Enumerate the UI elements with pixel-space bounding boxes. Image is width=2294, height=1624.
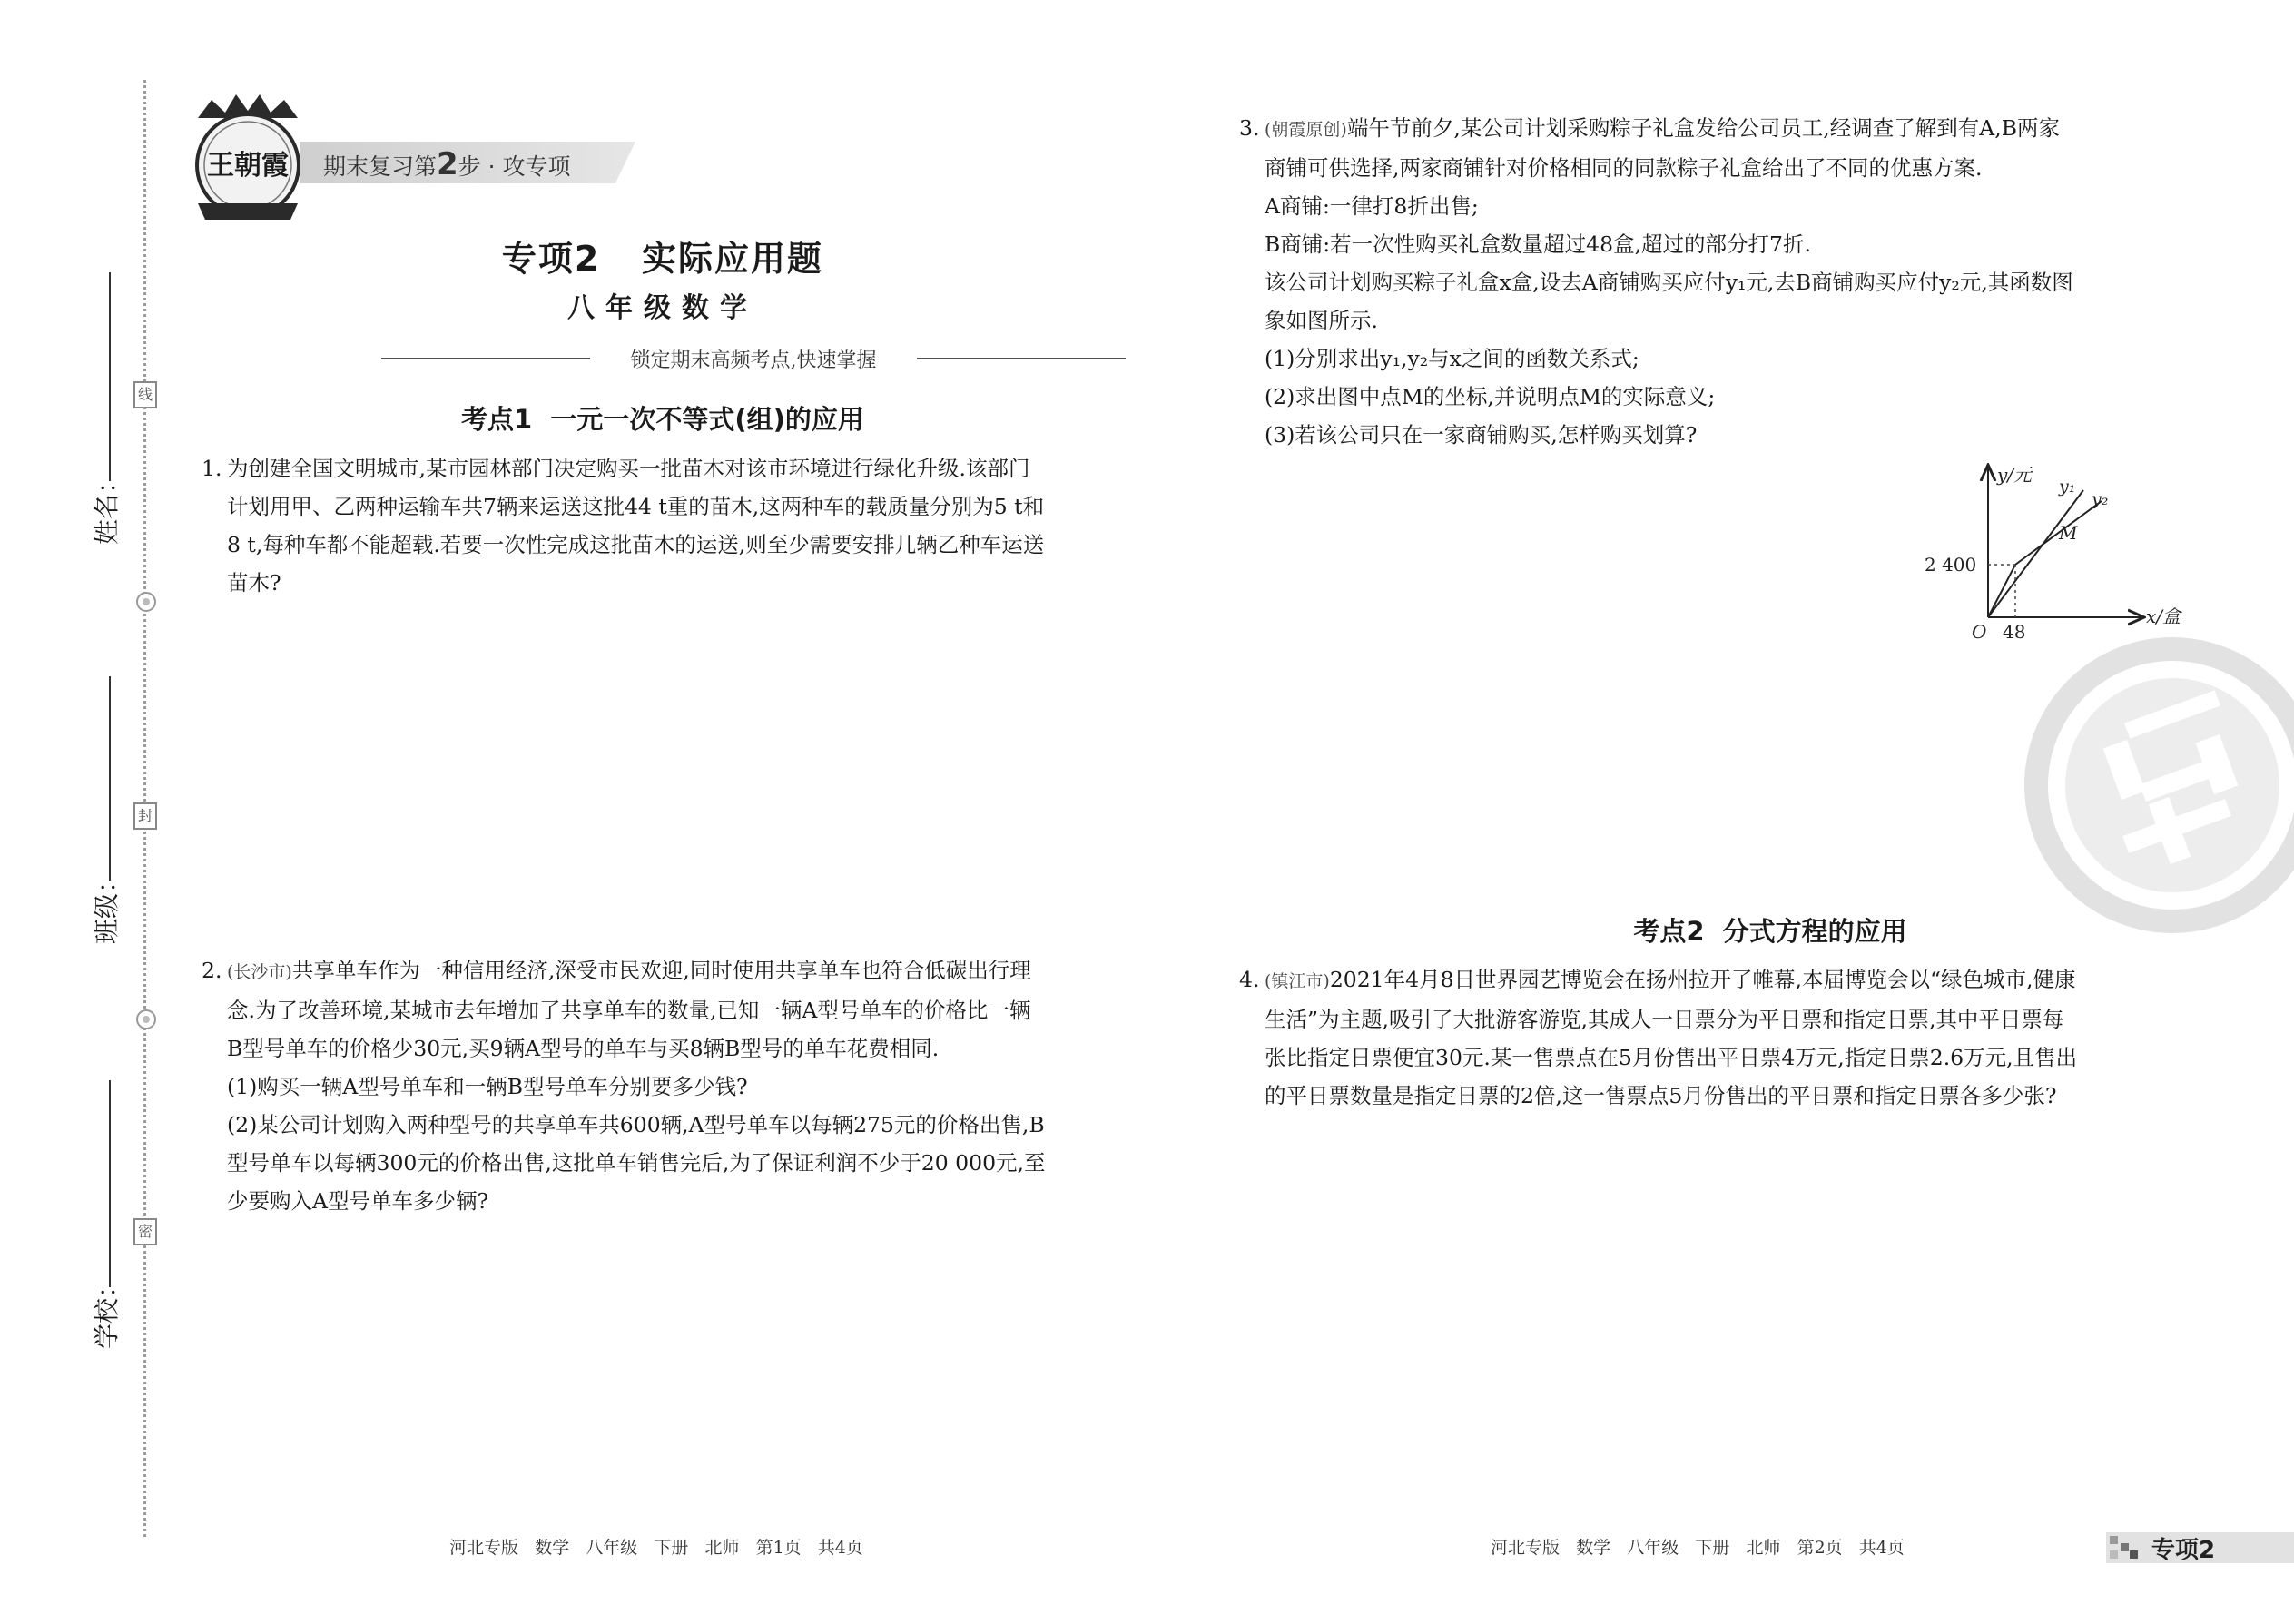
- brand-name: 王朝霞: [207, 150, 289, 182]
- question-line: 的平日票数量是指定日票的2倍,这一售票点5月份售出的平日票和指定日票各多少张?: [1265, 1083, 2057, 1108]
- footer-left: 河北专版 数学 八年级 下册 北师 第1页 共4页: [449, 1538, 863, 1558]
- footer-right: 河北专版 数学 八年级 下册 北师 第2页 共4页: [1491, 1538, 1905, 1558]
- page-title: 专项2 实际应用题: [501, 239, 824, 279]
- question-line: (1)分别求出y₁,y₂与x之间的函数关系式;: [1265, 346, 1639, 371]
- question-line: B商铺:若一次性购买礼盒数量超过48盒,超过的部分打7折.: [1265, 231, 1811, 257]
- question-line: (1)购买一辆A型号单车和一辆B型号单车分别要多少钱?: [227, 1074, 748, 1099]
- question-number: 2.: [202, 958, 222, 983]
- question-source: (镇江市): [1265, 971, 1330, 991]
- question-line: 端午节前夕,某公司计划采购粽子礼盒发给公司员工,经调查了解到有A,B两家: [1346, 115, 2060, 141]
- question-line: 计划用甲、乙两种运输车共7辆来运送这批44 t重的苗木,这两种车的载质量分别为5 t和: [227, 494, 1045, 519]
- question-line: (2)某公司计划购入两种型号的共享单车共600辆,A型号单车以每辆275元的价格出售,B: [227, 1112, 1045, 1137]
- y-tick-label: 2 400: [1925, 554, 1977, 576]
- question-line: (2)求出图中点M的坐标,并说明点M的实际意义;: [1265, 384, 1716, 409]
- question-line: 2021年4月8日世界园艺博览会在扬州拉开了帷幕,本届博览会以“绿色城市,健康: [1329, 967, 2076, 992]
- question-line: 为创建全国文明城市,某市园林部门决定购买一批苗木对该市环境进行绿化升级.该部门: [227, 456, 1030, 481]
- question-line: 商铺可供选择,两家商铺针对价格相同的同款粽子礼盒给出了不同的优惠方案.: [1265, 155, 1983, 181]
- brand-logo: [180, 91, 316, 227]
- y-axis-label: y/元: [1997, 464, 2033, 486]
- tagline-row: [381, 345, 1126, 372]
- banner-text: [323, 146, 571, 182]
- line-y1: [1988, 490, 2083, 617]
- question-number: 1.: [202, 456, 222, 481]
- question-line: 该公司计划购买粽子礼盒x盒,设去A商铺购买应付y₁元,去B商铺购买应付y₂元,其函数图: [1265, 270, 2073, 295]
- point-m-label: M: [2059, 522, 2078, 544]
- question-source: (长沙市): [227, 962, 292, 982]
- question-1: [202, 449, 1155, 602]
- section-title-2: 考点2 分式方程的应用: [1633, 916, 1907, 947]
- question-2: [202, 951, 1155, 1220]
- binding-hole: [136, 592, 156, 612]
- question-line: 苗木?: [227, 570, 281, 595]
- question-line: A商铺:一律打8折出售;: [1265, 193, 1479, 219]
- tagline-rule: [917, 358, 1126, 359]
- name-field-label: 姓名：: [92, 468, 122, 545]
- question-line: 生活”为主题,吸引了大批游客游览,其成人一日票分为平日票和指定日票,其中平日票每: [1265, 1007, 2064, 1032]
- school-field-label: 学校：: [92, 1272, 122, 1349]
- question-line: 少要购入A型号单车多少辆?: [227, 1188, 489, 1214]
- watermark-seal: [2023, 635, 2294, 935]
- question-line: (3)若该公司只在一家商铺购买,怎样购买划算?: [1265, 422, 1698, 448]
- section-tab-label: 专项2: [2151, 1537, 2216, 1564]
- line-y2: [1988, 501, 2102, 617]
- x-tick-label: 48: [2003, 621, 2026, 643]
- school-field-line[interactable]: [109, 1080, 111, 1287]
- question-number: 4.: [1239, 967, 1260, 992]
- question-line: 念.为了改善环境,某城市去年增加了共享单车的数量,已知一辆A型号单车的价格比一辆: [227, 998, 1031, 1023]
- line-y2-label: y₂: [2092, 489, 2109, 509]
- question-line: 共享单车作为一种信用经济,深受市民欢迎,同时使用共享单车也符合低碳出行理: [291, 958, 1031, 983]
- question-line: 8 t,每种车都不能超载.若要一次性完成这批苗木的运送,则至少需要安排几辆乙种车运送: [227, 532, 1045, 557]
- question-source: (朝霞原创): [1265, 120, 1347, 140]
- line-y1-label: y₁: [2059, 477, 2076, 497]
- origin-label: O: [1972, 621, 1987, 643]
- question-3: [1239, 109, 2192, 454]
- class-field-line[interactable]: [109, 676, 111, 881]
- binding-mark-mi: 密: [133, 1218, 157, 1245]
- question-4: [1239, 960, 2192, 1115]
- class-field-label: 班级：: [92, 867, 122, 944]
- page-subtitle: 八年级数学: [567, 292, 758, 324]
- banner-prefix: 期末复习第: [323, 153, 438, 180]
- section-title-1: 考点1 一元一次不等式(组)的应用: [461, 404, 864, 435]
- question-number: 3.: [1239, 115, 1260, 141]
- question-line: 型号单车以每辆300元的价格出售,这批单车销售完后,为了保证利润不少于20 000元,至: [227, 1150, 1046, 1176]
- banner-step: 2: [437, 146, 458, 182]
- x-axis-label: x/盒: [2146, 605, 2181, 627]
- binding-mark-feng: 封: [133, 802, 157, 830]
- binding-mark-xian: 线: [133, 381, 157, 408]
- function-graph: [1925, 454, 2188, 654]
- question-line: 张比指定日票便宜30元.某一售票点在5月份售出平日票4万元,指定日票2.6万元,且售出: [1265, 1045, 2078, 1070]
- name-field-line[interactable]: [109, 272, 111, 481]
- tagline-rule: [381, 358, 590, 359]
- question-line: 象如图所示.: [1265, 308, 1378, 333]
- tab-squares-icon: [2110, 1536, 2139, 1560]
- question-line: B型号单车的价格少30元,买9辆A型号的单车与买8辆B型号的单车花费相同.: [227, 1036, 940, 1061]
- banner-suffix: 步 · 攻专项: [458, 153, 571, 180]
- tagline: 锁定期末高频考点,快速掌握: [630, 349, 877, 372]
- binding-hole: [136, 1009, 156, 1029]
